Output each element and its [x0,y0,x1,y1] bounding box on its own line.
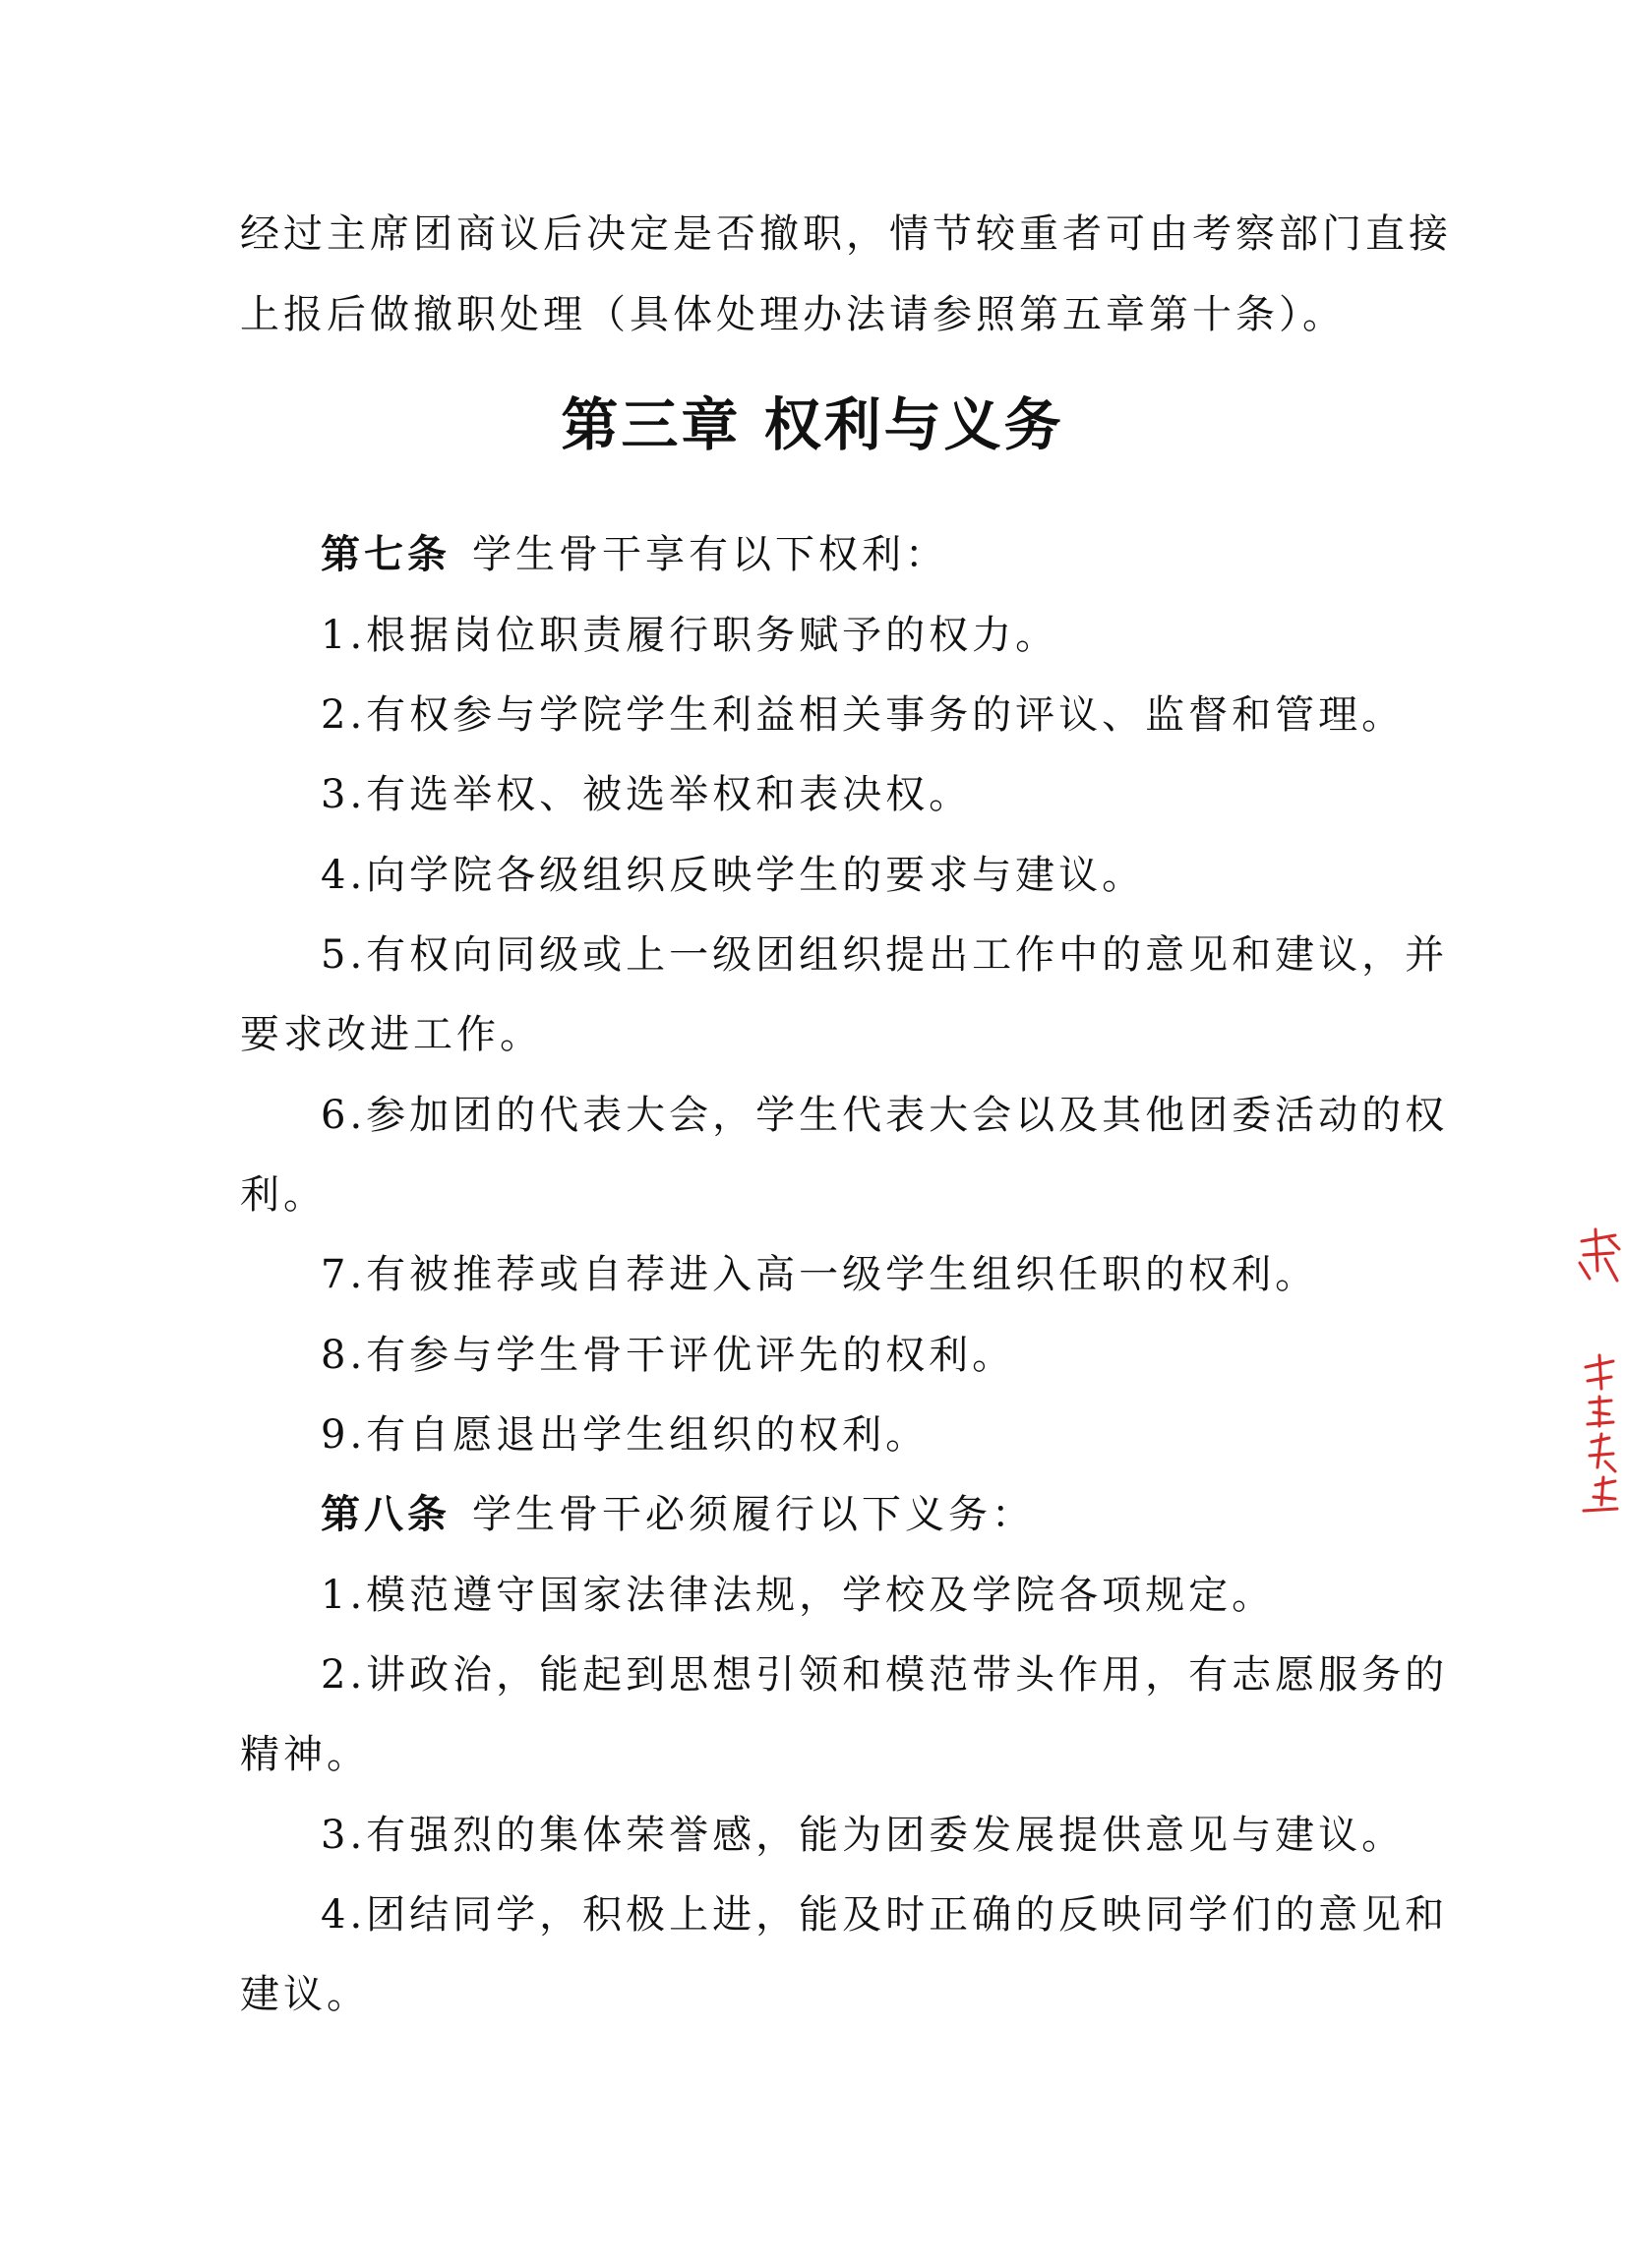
seal-stamp-icon [1576,1220,1625,1613]
article-8-item-1: 1.模范遵守国家法律法规，学校及学院各项规定。 [321,1573,1276,1618]
article-8-label: 第八条 [321,1492,451,1537]
article-8-item-2-cont: 精神。 [240,1732,370,1777]
article-7-item-9: 9.有自愿退出学生组织的权利。 [321,1412,930,1458]
article-7-item-2: 2.有权参与学院学生利益相关事务的评议、监督和管理。 [321,692,1406,738]
article-8-item-4-cont: 建议。 [240,1972,370,2017]
article-7-item-6: 6.参加团的代表大会，学生代表大会以及其他团委活动的权 [321,1093,1449,1138]
paragraph-continuation-line-1: 经过主席团商议后决定是否撤职，情节较重者可由考察部门直接 [240,211,1452,257]
article-7-label: 第七条 [321,532,451,577]
article-7-item-8: 8.有参与学生骨干评优评先的权利。 [321,1333,1016,1378]
seal-stamp-fragment [1576,1220,1625,1613]
article-8-item-4: 4.团结同学，积极上进，能及时正确的反映同学们的意见和 [321,1892,1449,1938]
article-7-item-7: 7.有被推荐或自荐进入高一级学生组织任职的权利。 [321,1252,1319,1297]
article-8-item-2: 2.讲政治，能起到思想引领和模范带头作用，有志愿服务的 [321,1652,1449,1698]
article-7-heading [321,531,948,578]
article-8-text: 学生骨干必须履行以下义务： [472,1492,1035,1537]
paragraph-continuation-line-2: 上报后做撤职处理（具体处理办法请参照第五章第十条）。 [240,292,1346,337]
article-8-heading [321,1491,1035,1538]
article-8-item-3: 3.有强烈的集体荣誉感，能为团委发展提供意见与建议。 [321,1813,1406,1858]
chapter-title: 第三章 权利与义务 [561,391,1064,458]
article-7-text: 学生骨干享有以下权利： [472,532,948,577]
article-7-item-1: 1.根据岗位职责履行职务赋予的权力。 [321,613,1059,658]
article-7-item-4: 4.向学院各级组织反映学生的要求与建议。 [321,853,1146,898]
article-7-item-6-cont: 利。 [240,1172,327,1218]
article-7-item-5-cont: 要求改进工作。 [240,1012,543,1057]
article-7-item-5: 5.有权向同级或上一级团组织提出工作中的意见和建议，并 [321,932,1449,978]
article-7-item-3: 3.有选举权、被选举权和表决权。 [321,772,973,817]
